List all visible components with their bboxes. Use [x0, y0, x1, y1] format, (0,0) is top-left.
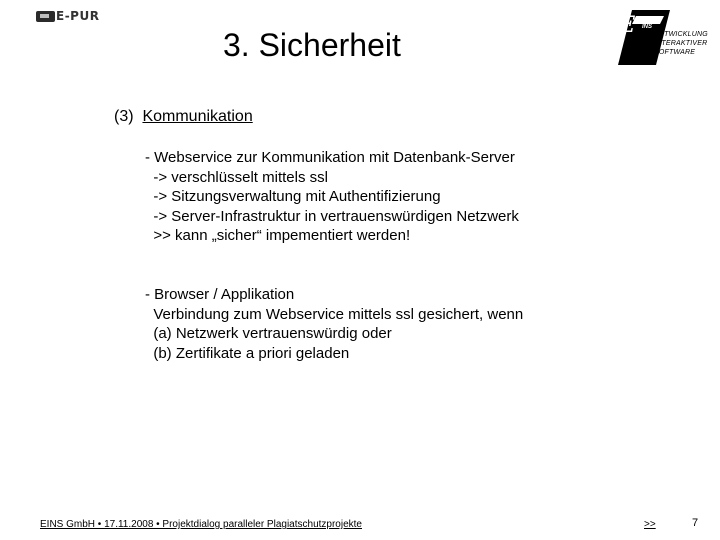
eins-claim-line: INTERAKTIVER [654, 40, 708, 47]
eins-logo-claim [654, 30, 708, 57]
section-number: (3) [114, 108, 134, 125]
eins-claim-line: ENTWICKLUNG [654, 31, 708, 38]
bullet-line: -> verschlüsselt mittels ssl [145, 168, 328, 186]
bullet-line: Verbindung zum Webservice mittels ssl gesichert, wenn [145, 305, 524, 323]
page-number: 7 [692, 517, 699, 529]
bullet-line: (a) Netzwerk vertrauenswürdig oder [145, 325, 392, 342]
next-slide-link[interactable]: >> [644, 519, 656, 530]
eins-logo [612, 10, 708, 65]
webservice-block [145, 148, 519, 246]
e-pur-logo-text: E-PUR [56, 9, 100, 23]
bullet-line: - Browser / Applikation [145, 286, 295, 303]
slide-title: 3. Sicherheit [223, 27, 401, 63]
e-pur-logo-mark-icon [36, 11, 55, 22]
bullet-line: - Webservice zur Kommunikation mit Datenbank-Server [145, 149, 515, 166]
e-pur-logo [36, 9, 99, 23]
bullet-line: -> Server-Infrastruktur in vertrauenswürdigen Netzwerk [145, 207, 519, 225]
bullet-line: (b) Zertifikate a priori geladen [145, 344, 350, 362]
section-label: Kommunikation [142, 108, 253, 125]
browser-block [145, 285, 523, 363]
eins-logo-letter: E [618, 12, 635, 38]
eins-logo-suffix: INS [642, 24, 653, 30]
footer-text: EINS GmbH • 17.11.2008 • Projektdialog paralleler Plagiatschutzprojekte [40, 519, 362, 530]
bullet-line: >> kann „sicher“ impementiert werden! [145, 227, 411, 244]
eins-claim-line: SOFTWARE [654, 49, 696, 56]
bullet-line: -> Sitzungsverwaltung mit Authentifizierung [145, 188, 441, 205]
section-heading [114, 107, 253, 127]
